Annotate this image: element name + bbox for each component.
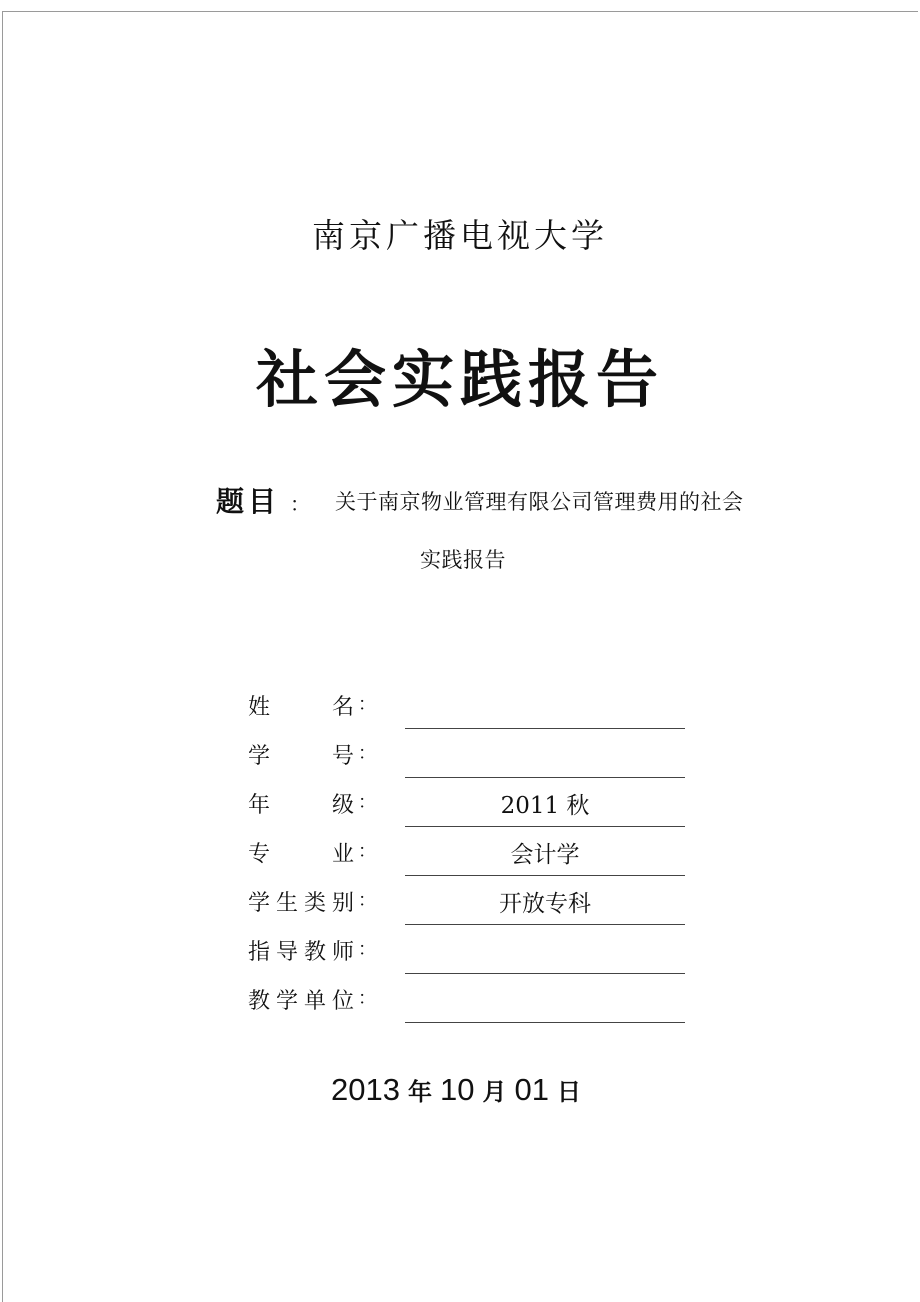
- advisor-field[interactable]: [405, 933, 685, 974]
- label-char: 年: [248, 793, 271, 818]
- topic-text-line-1: 关于南京物业管理有限公司管理费用的社会: [335, 491, 744, 514]
- date-year-unit: 年: [408, 1077, 432, 1106]
- label-colon: ：: [358, 988, 376, 1009]
- info-label: [248, 788, 376, 819]
- label-colon: ：: [358, 792, 376, 813]
- label-char: 导: [275, 940, 298, 965]
- label-colon: ：: [358, 841, 376, 862]
- name-field[interactable]: [405, 688, 685, 729]
- label-char: 别: [331, 891, 354, 916]
- label-char: 师: [331, 940, 354, 965]
- date-year: 2013: [331, 1072, 400, 1107]
- info-row-teaching-unit: [248, 974, 688, 1023]
- label-char: 号: [331, 744, 354, 769]
- info-row-name: [248, 680, 688, 729]
- topic-label: 题目: [216, 485, 281, 518]
- info-row-advisor: [248, 925, 688, 974]
- date-day: 01: [514, 1072, 549, 1107]
- label-char: 专: [248, 842, 271, 867]
- grade-field[interactable]: 2011 秋: [405, 786, 685, 827]
- student-id-field[interactable]: [405, 737, 685, 778]
- university-name: 南京广播电视大学: [312, 216, 608, 255]
- info-row-major: [248, 827, 688, 876]
- label-char: 类: [303, 891, 326, 916]
- label-char: 姓: [248, 695, 271, 720]
- label-char: 级: [331, 793, 354, 818]
- label-char: 位: [331, 989, 354, 1014]
- label-colon: ：: [358, 939, 376, 960]
- date-month-unit: 月: [482, 1077, 507, 1106]
- label-char: 学: [248, 891, 271, 916]
- label-char: 业: [331, 842, 354, 867]
- label-char: 教: [248, 989, 271, 1014]
- label-colon: ：: [358, 890, 376, 911]
- info-label: [248, 690, 376, 721]
- info-label: [248, 837, 376, 868]
- info-label: [248, 984, 376, 1015]
- label-char: 指: [248, 940, 271, 965]
- info-row-student-category: [248, 876, 688, 925]
- info-label: [248, 935, 376, 966]
- info-label: [248, 886, 376, 917]
- major-field[interactable]: 会计学: [405, 835, 685, 876]
- info-row-grade: [248, 778, 688, 827]
- date-month: 10: [440, 1072, 475, 1107]
- topic-text-line-2: 实践报告: [420, 549, 506, 572]
- teaching-unit-field[interactable]: [405, 982, 685, 1023]
- student-category-field[interactable]: 开放专科: [405, 884, 685, 925]
- topic-colon: ：: [290, 492, 310, 516]
- label-char: 教: [303, 940, 326, 965]
- label-colon: ：: [358, 743, 376, 764]
- label-char: 学: [275, 989, 298, 1014]
- label-char: 单: [303, 989, 326, 1014]
- label-colon: ：: [358, 694, 376, 715]
- report-title: 社会实践报告: [255, 343, 664, 416]
- page-border: [2, 11, 918, 1302]
- info-label: [248, 739, 376, 770]
- label-char: 名: [331, 695, 354, 720]
- label-char: 生: [275, 891, 298, 916]
- info-row-student-id: [248, 729, 688, 778]
- label-char: 学: [248, 744, 271, 769]
- report-date: [0, 1072, 920, 1108]
- date-day-unit: 日: [556, 1077, 581, 1106]
